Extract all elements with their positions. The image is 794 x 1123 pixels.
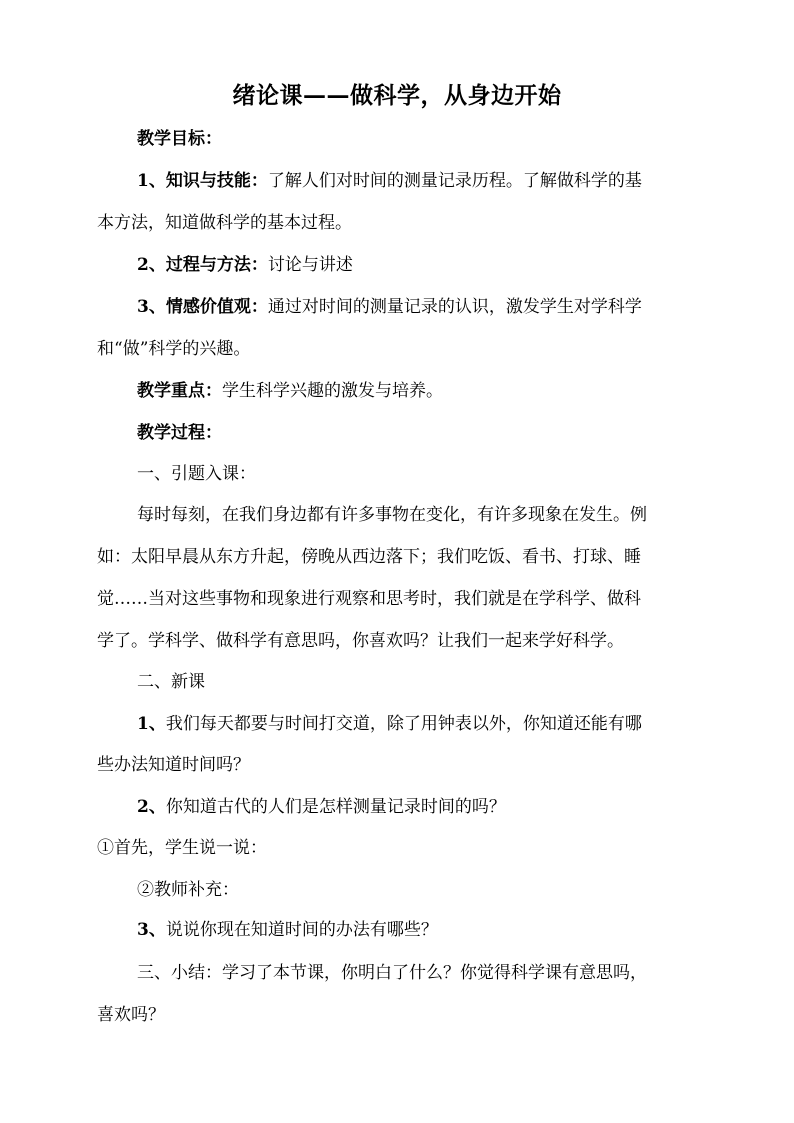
- question-3-number: 3、: [137, 920, 166, 940]
- paragraph-1-line-1: 每时每刻，在我们身边都有许多事物在变化，有许多现象在发生。例: [137, 505, 647, 525]
- question-1-text: 我们每天都要与时间打交道，除了用钟表以外，你知道还能有哪: [165, 714, 642, 734]
- objective-3-line-2: 和“做”科学的兴趣。: [97, 339, 251, 359]
- question-1-line-2: 些办法知道时间吗？: [97, 755, 250, 775]
- objective-1-label: 1、知识与技能：: [137, 171, 268, 191]
- objective-2-label: 2、过程与方法：: [137, 255, 268, 275]
- objective-3-text: 通过对时间的测量记录的认识，激发学生对学科学: [267, 297, 642, 317]
- key-point-label: 教学重点：: [137, 381, 222, 401]
- objective-3-line-1: [137, 295, 642, 319]
- step-2: ②教师补充：: [137, 880, 239, 900]
- step-1: ①首先，学生说一说：: [97, 838, 267, 858]
- question-1-line-1: [137, 712, 642, 736]
- summary-line-2: 喜欢吗？: [97, 1005, 165, 1025]
- paragraph-1-line-4: 学了。学科学、做科学有意思吗，你喜欢吗？让我们一起来学好科学。: [97, 631, 624, 651]
- key-point-line: [137, 379, 443, 403]
- objective-3-label: 3、情感价值观：: [137, 297, 268, 317]
- section-2-heading: 二、新课: [137, 672, 205, 692]
- question-1-number: 1、: [137, 714, 166, 734]
- objective-2-line: [137, 253, 353, 277]
- process-heading: 教学过程：: [137, 423, 222, 443]
- objective-1-text: 了解人们对时间的测量记录历程。了解做科学的基: [267, 171, 642, 191]
- objective-2-text: 讨论与讲述: [267, 255, 353, 275]
- objective-1-line-1: [137, 169, 642, 193]
- question-3-text: 说说你现在知道时间的办法有哪些？: [165, 920, 438, 940]
- key-point-text: 学生科学兴趣的激发与培养。: [222, 381, 443, 401]
- objectives-heading: 教学目标：: [137, 129, 222, 149]
- question-3-line: [137, 918, 438, 942]
- page-title: 绪论课——做科学，从身边开始: [232, 82, 562, 109]
- objective-1-line-2: 本方法，知道做科学的基本过程。: [97, 213, 352, 233]
- paragraph-1-line-2: 如：太阳早晨从东方升起，傍晚从西边落下；我们吃饭、看书、打球、睡: [97, 547, 641, 567]
- paragraph-1-line-3: 觉……当对这些事物和现象进行观察和思考时，我们就是在学科学、做科: [97, 589, 641, 609]
- section-1-heading: 一、引题入课：: [137, 464, 256, 484]
- question-2-number: 2、: [137, 797, 166, 817]
- question-2-line: [137, 795, 506, 819]
- summary-line-1: 三、小结：学习了本节课，你明白了什么？你觉得科学课有意思吗，: [137, 963, 647, 983]
- question-2-text: 你知道古代的人们是怎样测量记录时间的吗？: [165, 797, 506, 817]
